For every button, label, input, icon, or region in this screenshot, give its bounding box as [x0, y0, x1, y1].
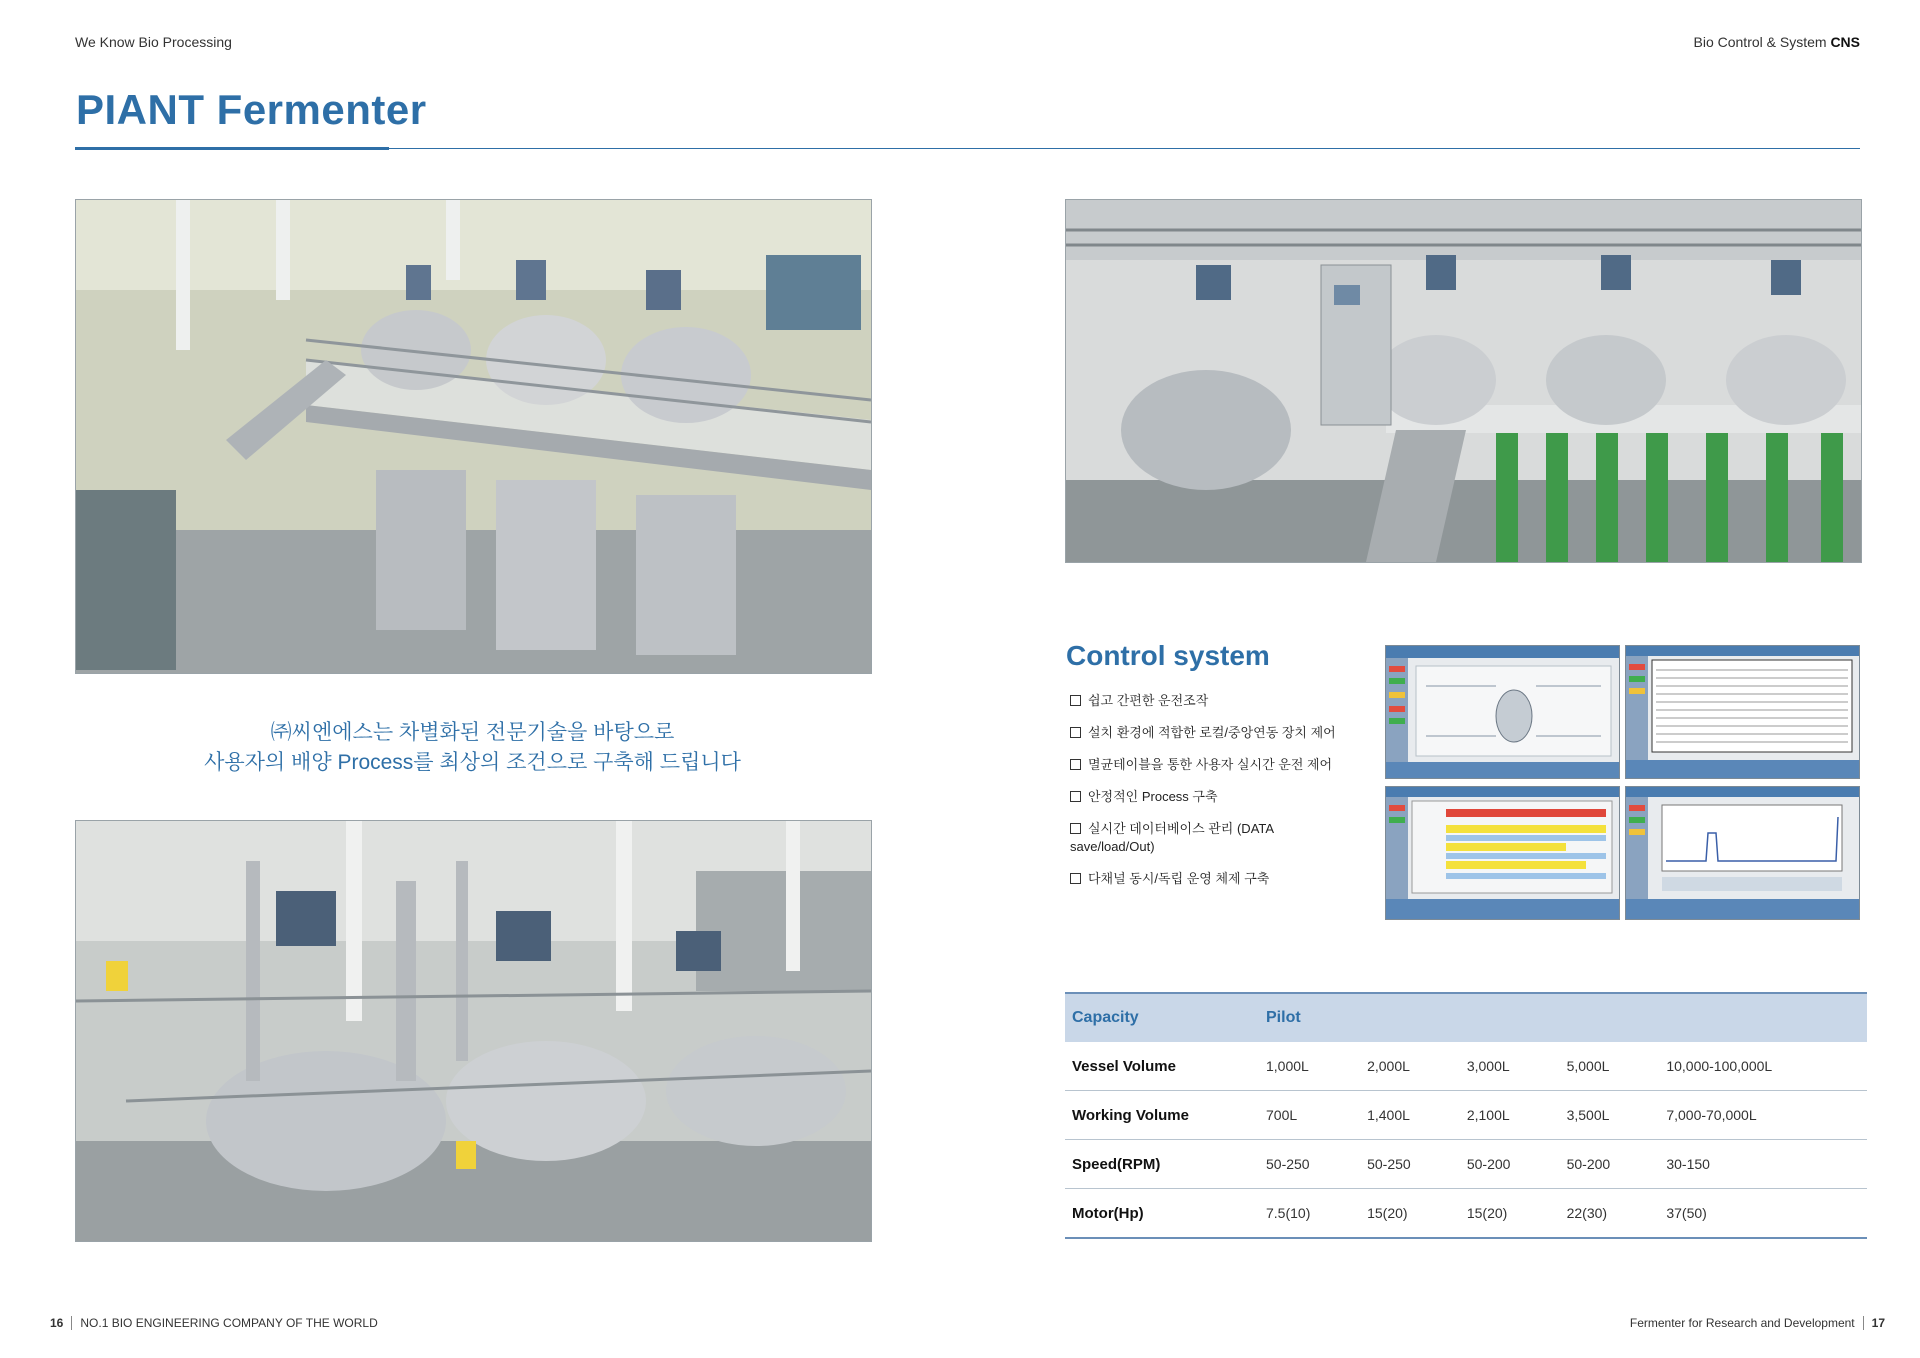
- control-system-title: Control system: [1066, 640, 1270, 671]
- page-number-left: 16: [50, 1316, 64, 1330]
- table-cell: 50-200: [1460, 1140, 1560, 1189]
- title-underline-accent: [75, 147, 389, 150]
- feature-item: [1070, 756, 1340, 774]
- header-right-text: [1694, 34, 1861, 50]
- control-screenshot-trend-graph: [1625, 786, 1860, 920]
- checkbox-icon: [1070, 695, 1081, 706]
- checkbox-icon: [1070, 759, 1081, 770]
- table-cell: 50-250: [1360, 1140, 1460, 1189]
- checkbox-icon: [1070, 823, 1081, 834]
- footer-left-text: NO.1 BIO ENGINEERING COMPANY OF THE WORLD: [80, 1316, 378, 1330]
- table-cell: 3,000L: [1460, 1042, 1560, 1091]
- page-title: PIANT Fermenter: [76, 86, 427, 133]
- fermenter-plant-photo-2: [1065, 199, 1862, 563]
- control-screenshot-datalog: [1625, 645, 1860, 779]
- feature-text: 멸균테이블을 통한 사용자 실시간 운전 제어: [1088, 757, 1333, 772]
- control-screenshot-schedule: [1385, 786, 1620, 920]
- header-brand: CNS: [1830, 34, 1860, 50]
- feature-item: [1070, 820, 1340, 856]
- table-cell: 1,400L: [1360, 1091, 1460, 1140]
- table-row: [1065, 1140, 1867, 1189]
- row-label: Working Volume: [1065, 1091, 1259, 1140]
- feature-text: 쉽고 간편한 운전조작: [1088, 693, 1209, 708]
- table-cell: 2,100L: [1460, 1091, 1560, 1140]
- row-label: Motor(Hp): [1065, 1189, 1259, 1239]
- table-cell: 7,000-70,000L: [1659, 1091, 1867, 1140]
- table-cell: 3,500L: [1560, 1091, 1660, 1140]
- header-capacity: Capacity: [1065, 993, 1259, 1042]
- table-cell: 5,000L: [1560, 1042, 1660, 1091]
- footer-divider: [71, 1316, 72, 1330]
- slogan: [75, 718, 870, 778]
- table-row: [1065, 1042, 1867, 1091]
- feature-item: [1070, 724, 1340, 742]
- feature-text: 안정적인 Process 구축: [1088, 789, 1218, 804]
- table-cell: 30-150: [1659, 1140, 1867, 1189]
- table-cell: 700L: [1259, 1091, 1360, 1140]
- feature-item: [1070, 692, 1340, 710]
- row-label: Vessel Volume: [1065, 1042, 1259, 1091]
- fermenter-plant-photo-3: [75, 820, 872, 1242]
- table-cell: 1,000L: [1259, 1042, 1360, 1091]
- fermenter-plant-photo-1: [75, 199, 872, 674]
- table-row: [1065, 1091, 1867, 1140]
- table-cell: 50-200: [1560, 1140, 1660, 1189]
- checkbox-icon: [1070, 873, 1081, 884]
- capacity-spec-table: [1065, 992, 1867, 1239]
- table-cell: 22(30): [1560, 1189, 1660, 1239]
- feature-item: [1070, 788, 1340, 806]
- row-label: Speed(RPM): [1065, 1140, 1259, 1189]
- header-pilot: Pilot: [1259, 993, 1867, 1042]
- slogan-line-2: 사용자의 배양 Process를 최상의 조건으로 구축해 드립니다: [204, 751, 741, 774]
- feature-text: 설치 환경에 적합한 로컬/중앙연동 장치 제어: [1088, 725, 1336, 740]
- table-cell: 15(20): [1360, 1189, 1460, 1239]
- table-row: [1065, 1189, 1867, 1239]
- footer-right: [1630, 1316, 1885, 1330]
- header-right-prefix: Bio Control & System: [1693, 34, 1831, 50]
- feature-text: 실시간 데이터베이스 관리 (DATA save/load/Out): [1070, 821, 1274, 854]
- table-cell: 2,000L: [1360, 1042, 1460, 1091]
- table-header-row: [1065, 993, 1867, 1042]
- control-screenshot-overview: [1385, 645, 1620, 779]
- page-number-right: 17: [1871, 1316, 1885, 1330]
- table-cell: 15(20): [1460, 1189, 1560, 1239]
- control-system-feature-list: [1070, 692, 1340, 902]
- checkbox-icon: [1070, 791, 1081, 802]
- table-cell: 50-250: [1259, 1140, 1360, 1189]
- footer-right-text: Fermenter for Research and Development: [1629, 1316, 1855, 1330]
- table-cell: 37(50): [1659, 1189, 1867, 1239]
- footer-divider: [1863, 1316, 1864, 1330]
- footer-left: [50, 1316, 378, 1330]
- feature-text: 다채널 동시/독립 운영 체제 구축: [1088, 871, 1270, 886]
- header-left-text: We Know Bio Processing: [75, 34, 232, 50]
- table-cell: 10,000-100,000L: [1659, 1042, 1867, 1091]
- checkbox-icon: [1070, 727, 1081, 738]
- feature-item: [1070, 870, 1340, 888]
- slogan-line-1: ㈜씨엔에스는 차별화된 전문기술을 바탕으로: [270, 721, 675, 744]
- table-cell: 7.5(10): [1259, 1189, 1360, 1239]
